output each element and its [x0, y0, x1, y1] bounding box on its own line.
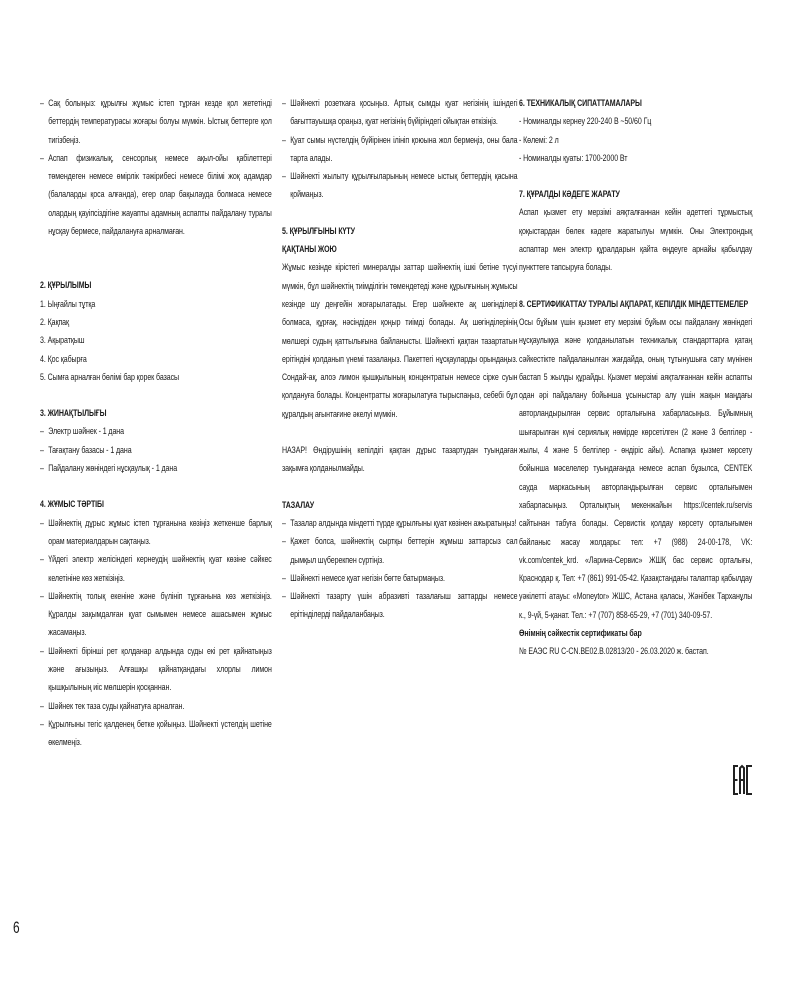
list-item: – Электр шәйнек - 1 дана [40, 425, 124, 437]
list-item: – Шәйнекті розеткаға қосыңыз. Артық сымды қуат негізінің ішіндегі бағыттауышқа ораңыз, қуат негізінің бүйіріндегі ойықтан өткізіңіз. [282, 97, 518, 127]
spec-item: - Номиналды қуаты: 1700-2000 Вт [519, 151, 628, 163]
paragraph: Осы бұйым үшін қызмет ету мерзімі бұйым осы пайдалану жөніндегі нұсқаулыққа және қолданылатын техникалық стандарттарға қатаң сәйкестікте пайдаланылған жағдайда, оның тұтынушыға сату мүнінен бастап 5 жылды құрайды. Қызмет мерзімі аяқталғаннан кейін аспапты одан әрі пайдалану бойынша ұсыныстар алу үшін жақын маңдағы авторландырылған сервис орталығына хабарласыңыз. Бұйымның шығарылған күні сериялық нөмірде көрсетілген (2 және 3 белгілер - жылы, 4 және 5 белгілер - өндіріс айы). Аспапқа қызмет көрсету бойынша мәселелер туындағанда немесе аспап бұзылса, CENTEK сауда маркасының авторландырылған сервис орталығымен хабарласыңыз. Орталықтың мекенжайын https://centek.ru/servis сайтынан табуға болады. Сервистік қолдау көрсету орталығымен байланыс жасау жолдары: тел: +7 (988) 24-00-178, VK: vk.com/centek_krd. «Ларина-Сервис» ЖШҚ бас сервис орталығы, Краснодар қ. Тел: +7 (861) 991-05-42. Қазақстандағы талаптар қабылдау уәкілетті атауы: «Moneytor» ЖШС, Астана қаласы, Жәнібек Тарханұлы к., 9-үй, 5-қанат. Тел.: +7 (707) 858-65-29, +7 (701) 340-09-57. [519, 315, 753, 620]
section-heading: 3. ЖИНАҚТЫЛЫҒЫ [40, 407, 107, 419]
spec-item: - Номиналды кернеу 220-240 В ~50/60 Гц [519, 115, 652, 127]
list-item: – Шәйнекті жылыту құрылғыларының немесе ыстық беттердің қасына қоймаңыз. [282, 170, 518, 200]
section-heading: 8. СЕРТИФИКАТТАУ ТУРАЛЫ АҚПАРАТ, КЕПІЛДІК МІНДЕТТЕМЕЛЕР [519, 297, 749, 309]
warning-text: НАЗАР! Өндірушінің кепілдігі қақтан дұрыс тазартудан туындаған зақымға қолданылмайды. [282, 444, 518, 474]
list-item: 1. Ыңғайлы тұтқа [40, 297, 96, 309]
section-heading: 7. ҚҰРАЛДЫ КӘДЕГЕ ЖАРАТУ [519, 188, 620, 200]
list-item: 5. Сымға арналған бөлімі бар қорек базасы [40, 370, 179, 382]
paragraph: Жұмыс кезінде кірістегі минералды заттар шәйнектің ішкі бетіне түсуі мүмкін, бұл шәйнектің тиімділігін төмендетеді және құрылғының жұмысы кезінде шу деңгейін жоғарылатады. Егер шәйнекте ақ шөгінділері болмаса, құрғақ, нәсіндіден қоңыр тиімді болады. Ақ шөгінділерінің мөлшері судың қаттылығына байланысты. Шәйнекті қақтан тазартатын ерітіндіні қолданып үнемі тазалаңыз. Пакеттегі нұсқауларды орындаңыз. Сондай-ақ, алоэ лимон қышқылының концентратын немесе сірке суын қолдануға болады. Концентратты жоғарылатуға тырыспаңыз, себебі бұл құралдың ағынтағине әкелуі мүмкін. [282, 261, 518, 419]
list-item: 3. Ақыратқыш [40, 334, 85, 346]
column-left [40, 94, 272, 752]
column-right [519, 94, 752, 661]
spec-item: - Көлемі: 2 л [519, 133, 559, 145]
list-item: – Шәйнекті тазарту үшін абразивті тазалағыш заттарды немесе ерітінділерді пайдаланбаңыз. [282, 590, 518, 620]
eac-mark-icon [733, 764, 753, 796]
list-item: – Аспап физикалық, сенсорлық немесе ақыл-ойы қабілеттері төмендеген немесе өмірлік тәжірибесі немесе білімі жоқ адамдар (балаларды қоса алғанда), егер олар бақылауда болмаса немесе олардың қауіпсіздігіне жауапты адамның аспапты пайдалану туралы нұсқау бермесе, пайдалануға арналмаған. [40, 151, 272, 237]
list-item: 4. Қос қабырға [40, 352, 87, 364]
list-item: – Шәйнекті немесе қуат негізін бөгте батырмаңыз. [282, 571, 445, 583]
list-item: – Қажет болса, шәйнектің сыртқы беттерін жұмыш заттарсыз сал дымқыл шүберекпен сүртіңіз. [282, 535, 518, 565]
certificate-number: № ЕАЭС RU C-CN.ВЕ02.В.02813/20 - 26.03.2020 ж. бастап. [519, 645, 709, 657]
section-heading: 4. ЖҰМЫС ТӘРТІБІ [40, 498, 104, 510]
certificate-heading: Өнімнің сәйкестік сертификаты бар [519, 627, 642, 639]
subsection-heading: ҚАҚТАНЫ ЖОЮ [282, 243, 337, 255]
section-heading: 5. ҚҰРЫЛҒЫНЫ КҮТУ [282, 224, 355, 236]
list-item: – Шәйнекті бірінші рет қолданар алдында суды екі рет қайнатыңыз және ағызыңыз. Алғашқы қайнатқандағы хлорлы лимон қышқылының иіс мөлшерін қосқаннан. [40, 644, 272, 693]
list-item: – Шәйнектің дұрыс жұмыс істеп тұрғанына көзіңіз жеткенше барлық орам материалдарын сақтаңыз. [40, 516, 272, 546]
section-heading: 2. ҚҰРЫЛЫМЫ [40, 279, 92, 291]
list-item: 2. Қақпақ [40, 315, 70, 327]
list-item: – Қуат сымы нүстелдің бүйірінен ілініп қоюына жол бермеңіз, оны бала тарта алады. [282, 133, 518, 163]
list-item: – Үйдегі электр желісіндегі кернеудің шәйнектің қуат көзіне сәйкес келетініне көз жеткізіңіз. [40, 553, 272, 583]
section-heading: ТАЗАЛАУ [282, 498, 315, 510]
list-item: – Сақ болыңыз: құрылғы жұмыс істеп тұрған кезде қол жететінді беттердің температурасы жоғары болуы мүмкін. Ыстық беттерге қол тигізбеңіз. [40, 97, 272, 145]
column-middle [282, 94, 518, 624]
section-heading: 6. ТЕХНИКАЛЫҚ СИПАТТАМАЛАРЫ [519, 97, 642, 108]
paragraph: Аспап қызмет ету мерзімі аяқталғаннан кейін әдеттегі тұрмыстық қоқыстардан бөлек кәдеге жаратылуы мүмкін. Оны Электрондық аспаптар мен электр құралдарын қайта өңдеуге арнайы қабылдау пункттеге тапсыруға болады. [519, 206, 753, 273]
page-number: 6 [13, 918, 20, 937]
list-item: – Шәйнектің толық екеніне және бүлініп тұрғанына көз жеткізіңіз. Құралды зақымдалған қуат сымымен немесе ашасымен жұмыс жасамаңыз. [40, 589, 272, 638]
list-item: – Тағақтану базасы - 1 дана [40, 443, 132, 455]
list-item: – Пайдалану жөніндегі нұсқаулық - 1 дана [40, 462, 178, 474]
list-item: – Құрылғыны тегіс қалденең бетке қойыңыз. Шәйнекті үстелдің шетіне өкелмеңіз. [40, 717, 272, 748]
list-item: – Шәйнек тек таза суды қайнатуға арналған. [40, 699, 185, 711]
list-item: – Тазалар алдында міндетті түрде құрылғыны қуат көзінен ажыратыңыз! [282, 516, 517, 528]
